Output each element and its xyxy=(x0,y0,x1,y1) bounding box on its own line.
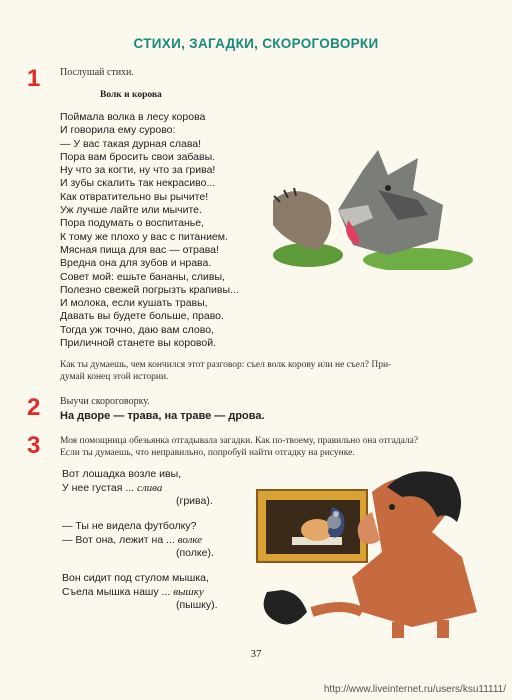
wolf-illustration xyxy=(268,150,478,270)
task-number-3: 3 xyxy=(27,432,41,459)
poem-line: Пора вам бросить свои забавы. xyxy=(60,150,216,163)
riddle-1-prefix: У нее густая ... xyxy=(62,481,137,494)
poem-line: Мясная пища для вас — отрава! xyxy=(60,243,219,256)
poem-line: И говорила ему сурово: xyxy=(60,124,176,137)
poem-line: Пора подумать о воспитанье, xyxy=(60,217,204,230)
poem-line: Уж лучше лайте или мычите. xyxy=(60,204,202,217)
page-number: 37 xyxy=(250,648,262,660)
riddle-1 xyxy=(62,468,213,509)
task3-intro-line1: Моя помощница обезьянка отгадывала загадки. Как по-твоему, правильно она отгадала? xyxy=(60,436,419,446)
poem-line: Вредна она для зубов и нрава. xyxy=(60,257,212,270)
task1-question-line1: Как ты думаешь, чем кончился этот разговор: съел волк корову или не съел? При- xyxy=(60,360,392,370)
poem-line: И зубы скалить так некрасиво... xyxy=(60,177,216,190)
poem-line: Приличной станете вы коровой. xyxy=(60,337,217,350)
riddle-2-line1: — Ты не видела футболку? xyxy=(62,520,197,532)
task1-instruction: Послушай стихи. xyxy=(60,67,134,78)
riddle-3-line1: Вон сидит под стулом мышка, xyxy=(62,572,209,584)
poem-line: К тому же плохо у вас с питанием. xyxy=(60,230,228,243)
poem-title: Волк и корова xyxy=(100,90,162,100)
riddle-2-guess: волке xyxy=(177,533,203,546)
riddle-1-guess: слива xyxy=(137,481,163,494)
poem-line: — У вас такая дурная слава! xyxy=(60,137,202,150)
riddle-1-line1: Вот лошадка возле ивы, xyxy=(62,468,182,480)
riddle-2 xyxy=(62,520,214,561)
riddle-2-answer: (полке). xyxy=(176,547,214,559)
poem-line: Поймала волка в лесу корова xyxy=(60,111,206,123)
riddle-3-guess: вышку xyxy=(173,585,204,598)
poem-line: И молока, если кушать травы, xyxy=(60,297,208,310)
tongue-twister: На дворе — трава, на траве — дрова. xyxy=(60,410,265,422)
task-number-2: 2 xyxy=(27,394,41,421)
riddle-3-prefix: Съела мышка нашу ... xyxy=(62,585,174,598)
poem-line: Полезно свежей погрызть крапивы... xyxy=(60,283,239,296)
page-heading: СТИХИ, ЗАГАДКИ, СКОРОГОВОРКИ xyxy=(133,36,379,51)
poem-line: Тогда уж точно, даю вам слово, xyxy=(60,323,214,336)
poem-line: Давать вы будете больше, право. xyxy=(60,310,224,323)
task3-intro-line2: Если ты думаешь, что неправильно, попробуй найти отгадку на рисунке. xyxy=(60,448,355,458)
poem-line: Совет мой: ешьте бананы, сливы, xyxy=(60,270,225,283)
task1-question-line2: думай конец этой истории. xyxy=(60,372,169,382)
poem-text xyxy=(60,111,239,350)
poem-line: Ну что за когти, ну что за грива! xyxy=(60,164,216,177)
watermark-url: http://www.liveinternet.ru/users/ksu11111/ xyxy=(323,684,506,695)
riddle-2-prefix: — Вот она, лежит на ... xyxy=(62,533,178,546)
task2-instruction: Выучи скороговорку. xyxy=(60,396,150,407)
horse-shelf-illustration xyxy=(252,462,484,640)
riddle-1-answer: (грива). xyxy=(176,495,213,507)
riddle-3-answer: (пышку). xyxy=(176,599,218,611)
task-number-1: 1 xyxy=(27,65,41,92)
riddle-3 xyxy=(62,572,218,613)
poem-line: Как отвратительно вы рычите! xyxy=(60,190,209,203)
